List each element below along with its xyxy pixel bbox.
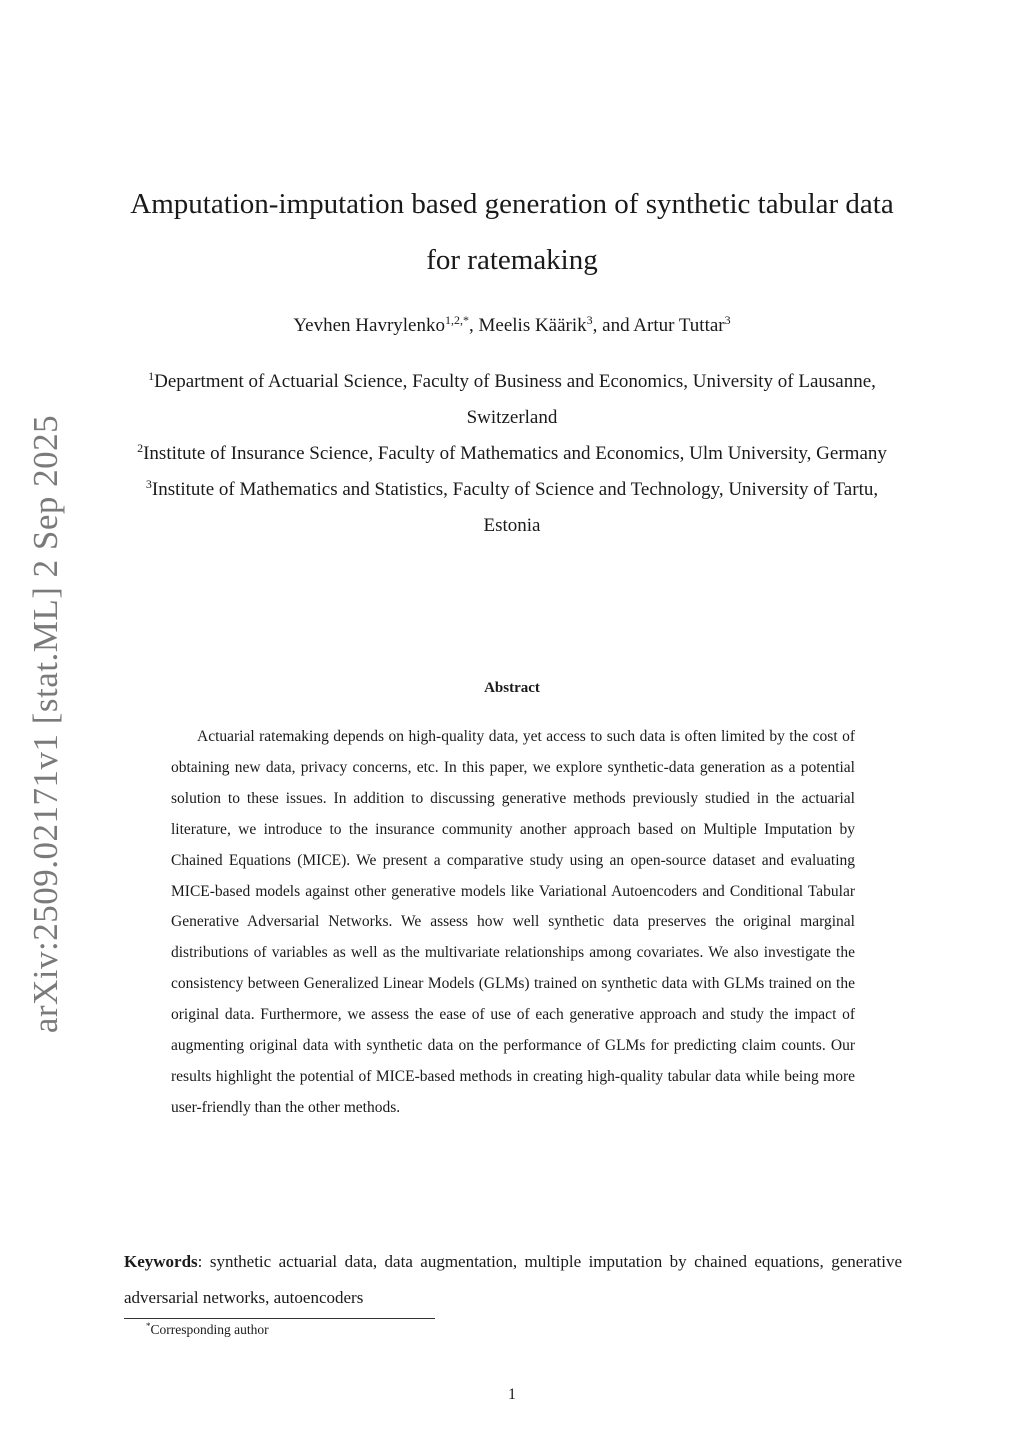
footnote-divider (124, 1318, 435, 1319)
affiliation-text: Institute of Mathematics and Statistics, Faculty of Science and Technology, University of Tartu, Estonia (151, 479, 879, 536)
author-affiliation-mark: 3 (586, 313, 593, 327)
author-list (130, 312, 894, 340)
affiliation-mark: 3 (145, 477, 152, 491)
affiliation-list (118, 364, 906, 544)
author-name: Artur Tuttar (633, 315, 725, 336)
author-affiliation-mark: 3 (724, 313, 731, 327)
affiliation (118, 472, 906, 544)
keywords: Keywords: synthetic actuarial data, data augmentation, multiple imputation by chained equations, generative adversarial networks, autoencoders (124, 1252, 902, 1307)
footnote-mark: * (146, 1321, 151, 1331)
affiliation-text: Institute of Insurance Science, Faculty of Mathematics and Economics, Ulm University, Germany (143, 443, 887, 464)
author-name: Yevhen Havrylenko (293, 315, 445, 336)
footnote (146, 1322, 269, 1338)
footnote-text: Corresponding author (150, 1322, 269, 1337)
keywords-text: synthetic actuarial data, data augmentation, multiple imputation by chained equations, generative adversarial networks, autoencoders (124, 1252, 902, 1307)
affiliation-mark: 2 (137, 441, 144, 455)
author-name: Meelis Käärik (478, 315, 587, 336)
keywords-label: Keywords (124, 1252, 198, 1271)
author-separator: , (469, 315, 479, 336)
paper-title: Amputation-imputation based generation of synthetic tabular data for ratemaking (130, 188, 894, 276)
arxiv-identifier: arXiv:2509.02171v1 [stat.ML] 2 Sep 2025 (26, 414, 65, 1034)
abstract-text: Actuarial ratemaking depends on high-quality data, yet access to such data is often limited by the cost of obtaining new data, privacy concerns, etc. In this paper, we explore synthetic-data generation as a potential solution to these issues. In addition to discussing generative methods previously studied in the actuarial literature, we introduce to the insurance community another approach based on Multiple Imputation by Chained Equations (MICE). We present a comparative study using an open-source dataset and evaluating MICE-based models against other generative models like Variational Autoencoders and Conditional Tabular Generative Adversarial Networks. We assess how well synthetic data preserves the original marginal distributions of variables as well as the multivariate relationships among covariates. We also investigate the consistency between Generalized Linear Models (GLMs) trained on synthetic data with GLMs trained on the original data. Furthermore, we assess the ease of use of each generative approach and study the impact of augmenting original data with synthetic data on the performance of GLMs for predicting claim counts. Our results highlight the potential of MICE-based methods in creating high-quality tabular data while being more user-friendly than the other methods. (171, 728, 855, 1116)
author-separator: , and (592, 315, 634, 336)
affiliation-text: Department of Actuarial Science, Faculty of Business and Economics, University of Lausanne, Switzerland (154, 371, 876, 428)
page-number: 1 (508, 1386, 516, 1403)
affiliation-mark: 1 (148, 369, 155, 383)
affiliation (118, 436, 906, 472)
affiliation (118, 364, 906, 436)
abstract-heading: Abstract (484, 680, 540, 696)
author-affiliation-mark: 1,2,* (445, 313, 469, 327)
